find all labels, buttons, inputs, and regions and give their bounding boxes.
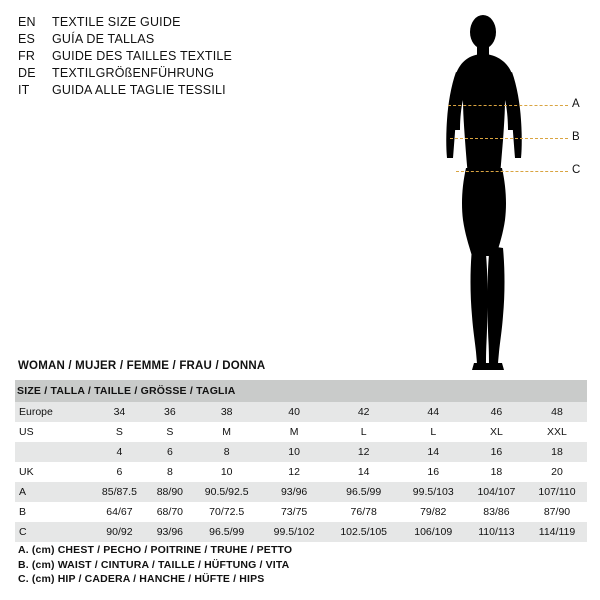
- cell: 93/96: [261, 482, 326, 502]
- table-header-row: [15, 380, 587, 402]
- measure-line-b: [450, 138, 568, 139]
- row-label: A: [15, 482, 91, 502]
- language-text: TEXTILE SIZE GUIDE: [52, 15, 181, 29]
- cell: 104/107: [466, 482, 527, 502]
- language-code: FR: [18, 49, 36, 63]
- cell: 18: [466, 462, 527, 482]
- legend-line-c: C. (cm) HIP / CADERA / HANCHE / HÜFTE / HIPS: [18, 573, 265, 585]
- size-table: [15, 380, 587, 542]
- row-label: Europe: [15, 402, 91, 422]
- language-code: ES: [18, 32, 36, 46]
- cell: 16: [466, 442, 527, 462]
- table-header-label: SIZE / TALLA / TAILLE / GRÖSSE / TAGLIA: [15, 380, 587, 402]
- language-text: TEXTILGRÖßENFÜHRUNG: [52, 66, 215, 80]
- cell: 85/87.5: [91, 482, 148, 502]
- cell: 8: [148, 462, 192, 482]
- cell: 46: [466, 402, 527, 422]
- cell: 18: [527, 442, 587, 462]
- table-row: [15, 462, 587, 482]
- cell: XXL: [527, 422, 587, 442]
- cell: 90/92: [91, 522, 148, 542]
- cell: 10: [261, 442, 326, 462]
- cell: 93/96: [148, 522, 192, 542]
- table-row: [15, 522, 587, 542]
- language-text: GUIDE DES TAILLES TEXTILE: [52, 49, 233, 63]
- cell: S: [91, 422, 148, 442]
- category-title: WOMAN / MUJER / FEMME / FRAU / DONNA: [18, 360, 266, 372]
- measure-label-b: B: [572, 131, 580, 143]
- language-text: GUÍA DE TALLAS: [52, 32, 155, 46]
- measure-label-a: A: [572, 98, 580, 110]
- table-row: [15, 482, 587, 502]
- cell: 44: [401, 402, 466, 422]
- language-text: GUIDA ALLE TAGLIE TESSILI: [52, 83, 226, 97]
- table-row: [15, 402, 587, 422]
- cell: 79/82: [401, 502, 466, 522]
- cell: 106/109: [401, 522, 466, 542]
- cell: L: [401, 422, 466, 442]
- cell: 102.5/105: [327, 522, 401, 542]
- cell: 40: [261, 402, 326, 422]
- cell: M: [261, 422, 326, 442]
- cell: 68/70: [148, 502, 192, 522]
- cell: 64/67: [91, 502, 148, 522]
- language-row: [18, 65, 348, 82]
- cell: 16: [401, 462, 466, 482]
- language-row: [18, 31, 348, 48]
- cell: 107/110: [527, 482, 587, 502]
- cell: 76/78: [327, 502, 401, 522]
- row-label: [15, 442, 91, 462]
- body-figure: [420, 8, 590, 373]
- legend-line-a: A. (cm) CHEST / PECHO / POITRINE / TRUHE / PETTO: [18, 544, 293, 556]
- cell: S: [148, 422, 192, 442]
- row-label: US: [15, 422, 91, 442]
- cell: 87/90: [527, 502, 587, 522]
- measure-line-c: [456, 171, 568, 172]
- language-code: IT: [18, 83, 30, 97]
- cell: XL: [466, 422, 527, 442]
- language-code: EN: [18, 15, 36, 29]
- row-label: UK: [15, 462, 91, 482]
- female-silhouette-icon: [420, 8, 590, 373]
- cell: 90.5/92.5: [192, 482, 262, 502]
- language-list: [18, 14, 348, 99]
- cell: 70/72.5: [192, 502, 262, 522]
- cell: 8: [192, 442, 262, 462]
- cell: 6: [148, 442, 192, 462]
- cell: M: [192, 422, 262, 442]
- cell: 10: [192, 462, 262, 482]
- measurement-legend: [18, 543, 292, 587]
- cell: 96.5/99: [327, 482, 401, 502]
- legend-line-b: B. (cm) WAIST / CINTURA / TAILLE / HÜFTUNG / VITA: [18, 558, 290, 571]
- cell: 99.5/102: [261, 522, 326, 542]
- cell: 96.5/99: [192, 522, 262, 542]
- cell: 48: [527, 402, 587, 422]
- cell: 6: [91, 462, 148, 482]
- cell: 36: [148, 402, 192, 422]
- cell: L: [327, 422, 401, 442]
- cell: 12: [261, 462, 326, 482]
- cell: 99.5/103: [401, 482, 466, 502]
- cell: 14: [327, 462, 401, 482]
- language-row: [18, 14, 348, 31]
- cell: 12: [327, 442, 401, 462]
- cell: 110/113: [466, 522, 527, 542]
- cell: 73/75: [261, 502, 326, 522]
- cell: 42: [327, 402, 401, 422]
- table-row: [15, 422, 587, 442]
- cell: 88/90: [148, 482, 192, 502]
- cell: 114/119: [527, 522, 587, 542]
- table-row: [15, 442, 587, 462]
- row-label: C: [15, 522, 91, 542]
- language-row: [18, 82, 348, 99]
- cell: 14: [401, 442, 466, 462]
- language-row: [18, 48, 348, 65]
- language-code: DE: [18, 66, 36, 80]
- cell: 20: [527, 462, 587, 482]
- measure-line-a: [448, 105, 568, 106]
- measure-label-c: C: [572, 164, 581, 176]
- row-label: B: [15, 502, 91, 522]
- cell: 83/86: [466, 502, 527, 522]
- cell: 4: [91, 442, 148, 462]
- table-row: [15, 502, 587, 522]
- cell: 38: [192, 402, 262, 422]
- cell: 34: [91, 402, 148, 422]
